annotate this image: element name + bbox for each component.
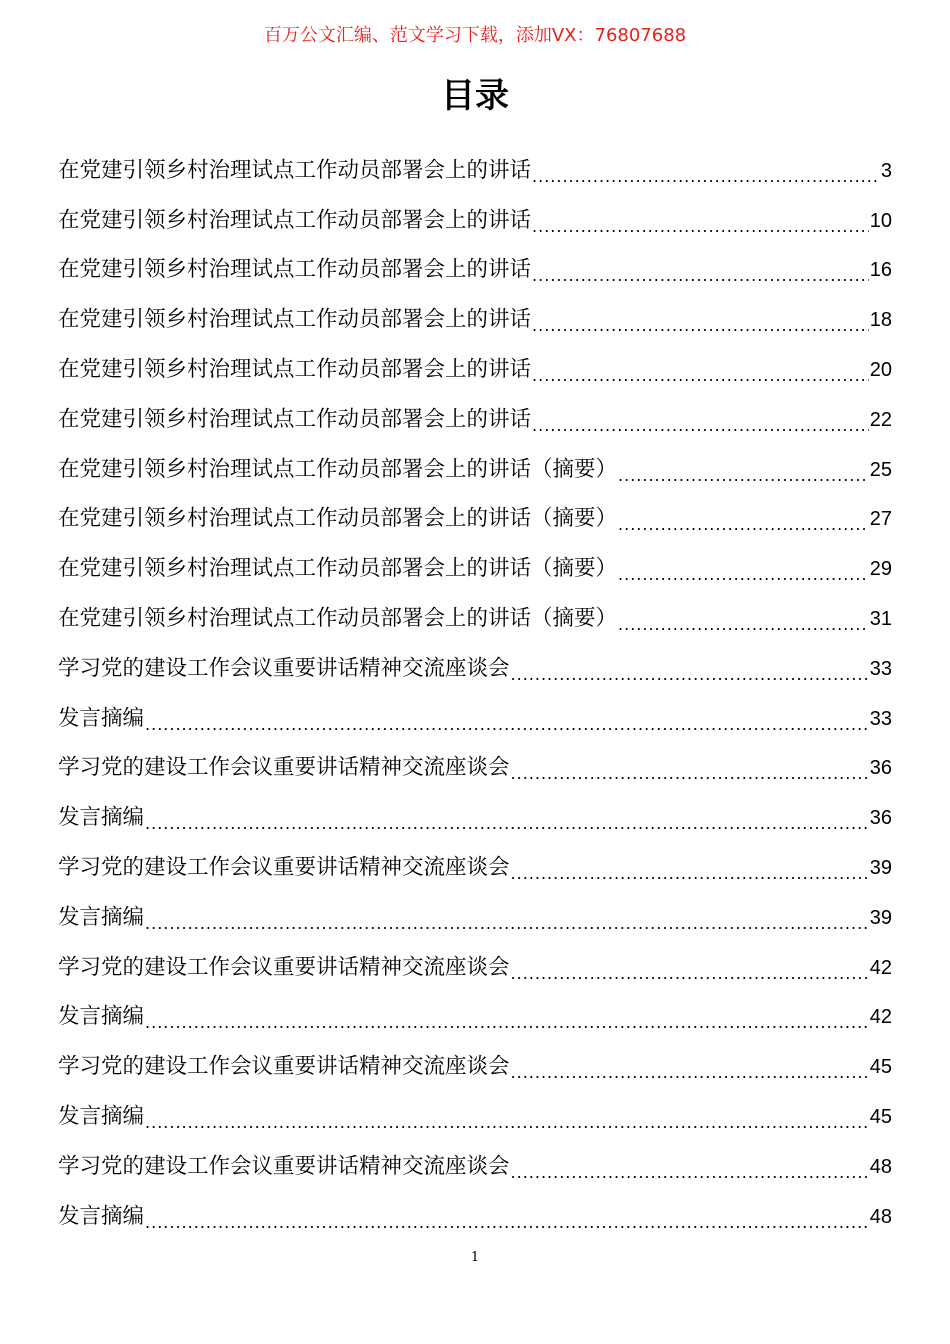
toc-entry-page: 29 xyxy=(869,558,892,581)
dot-leader xyxy=(145,1117,869,1142)
toc-entry-title: 在党建引领乡村治理试点工作动员部署会上的讲话（摘要） xyxy=(58,606,618,632)
dot-leader xyxy=(618,519,869,544)
page-title: 目录 xyxy=(441,76,509,116)
toc-entry-title: 发言摘编 xyxy=(58,1203,145,1229)
toc-entry-title: 在党建引领乡村治理试点工作动员部署会上的讲话 xyxy=(58,207,532,233)
toc-entry-title: 在党建引领乡村治理试点工作动员部署会上的讲话 xyxy=(58,157,532,183)
dot-leader xyxy=(532,420,869,445)
dot-leader xyxy=(532,221,869,246)
toc-entry-page: 48 xyxy=(869,1155,892,1178)
dot-leader xyxy=(511,968,869,993)
toc-entry-title: 在党建引领乡村治理试点工作动员部署会上的讲话 xyxy=(58,406,532,432)
toc-entry-title: 学习党的建设工作会议重要讲话精神交流座谈会 xyxy=(58,855,510,881)
toc-entry-page: 33 xyxy=(869,657,892,680)
toc-entry[interactable] xyxy=(58,793,892,843)
toc-entry-title: 发言摘编 xyxy=(58,904,145,930)
toc-entry[interactable] xyxy=(58,1142,892,1192)
toc-entry[interactable] xyxy=(58,1192,892,1242)
toc-entry[interactable] xyxy=(58,146,892,196)
dot-leader xyxy=(511,868,869,893)
table-of-contents xyxy=(58,146,892,1242)
toc-entry-page: 18 xyxy=(869,309,892,332)
toc-entry[interactable] xyxy=(58,445,892,495)
toc-entry-page: 25 xyxy=(869,458,892,481)
toc-entry-title: 学习党的建设工作会议重要讲话精神交流座谈会 xyxy=(58,1054,510,1080)
toc-entry-title: 在党建引领乡村治理试点工作动员部署会上的讲话 xyxy=(58,257,532,283)
header-note: 百万公文汇编、范文学习下载，添加VX：76807688 xyxy=(263,25,687,46)
toc-entry-page: 36 xyxy=(869,807,892,830)
toc-entry-page: 45 xyxy=(869,1106,892,1129)
dot-leader xyxy=(145,1217,869,1242)
toc-entry-title: 在党建引领乡村治理试点工作动员部署会上的讲话（摘要） xyxy=(58,506,618,532)
toc-entry[interactable] xyxy=(58,843,892,893)
dot-leader xyxy=(511,1167,869,1192)
toc-entry-title: 学习党的建设工作会议重要讲话精神交流座谈会 xyxy=(58,954,510,980)
toc-entry[interactable] xyxy=(58,943,892,993)
toc-entry-title: 发言摘编 xyxy=(58,1104,145,1130)
toc-entry-title: 学习党的建设工作会议重要讲话精神交流座谈会 xyxy=(58,1153,510,1179)
toc-entry-page: 48 xyxy=(869,1205,892,1228)
dot-leader xyxy=(618,619,869,644)
dot-leader xyxy=(145,1017,869,1042)
dot-leader xyxy=(511,669,869,694)
dot-leader xyxy=(532,171,880,196)
toc-entry-title: 在党建引领乡村治理试点工作动员部署会上的讲话 xyxy=(58,307,532,333)
toc-entry-page: 22 xyxy=(869,408,892,431)
page-number: 1 xyxy=(470,1250,480,1265)
toc-entry-title: 学习党的建设工作会议重要讲话精神交流座谈会 xyxy=(58,655,510,681)
toc-entry-page: 16 xyxy=(869,259,892,282)
dot-leader xyxy=(145,918,869,943)
toc-entry[interactable] xyxy=(58,395,892,445)
dot-leader xyxy=(532,320,869,345)
toc-entry-page: 39 xyxy=(869,906,892,929)
dot-leader xyxy=(145,818,869,843)
toc-entry[interactable] xyxy=(58,744,892,794)
dot-leader xyxy=(532,370,869,395)
toc-entry-page: 20 xyxy=(869,359,892,382)
toc-entry-page: 42 xyxy=(869,1006,892,1029)
toc-entry-title: 发言摘编 xyxy=(58,805,145,831)
dot-leader xyxy=(532,270,869,295)
toc-entry[interactable] xyxy=(58,893,892,943)
toc-entry-page: 10 xyxy=(869,209,892,232)
toc-entry[interactable] xyxy=(58,345,892,395)
toc-entry-page: 39 xyxy=(869,857,892,880)
toc-entry-title: 在党建引领乡村治理试点工作动员部署会上的讲话（摘要） xyxy=(58,456,618,482)
toc-entry[interactable] xyxy=(58,495,892,545)
toc-entry[interactable] xyxy=(58,993,892,1043)
toc-entry-title: 学习党的建设工作会议重要讲话精神交流座谈会 xyxy=(58,755,510,781)
toc-entry-page: 31 xyxy=(869,608,892,631)
toc-entry-page: 45 xyxy=(869,1056,892,1079)
dot-leader xyxy=(511,1067,869,1092)
dot-leader xyxy=(618,470,869,495)
toc-entry[interactable] xyxy=(58,295,892,345)
toc-entry-page: 36 xyxy=(869,757,892,780)
toc-entry-title: 在党建引领乡村治理试点工作动员部署会上的讲话（摘要） xyxy=(58,556,618,582)
toc-entry[interactable] xyxy=(58,644,892,694)
dot-leader xyxy=(618,569,869,594)
toc-entry-title: 发言摘编 xyxy=(58,1004,145,1030)
toc-entry[interactable] xyxy=(58,544,892,594)
toc-entry-title: 发言摘编 xyxy=(58,705,145,731)
toc-entry[interactable] xyxy=(58,694,892,744)
toc-entry[interactable] xyxy=(58,594,892,644)
toc-entry-page: 42 xyxy=(869,956,892,979)
toc-entry-page: 33 xyxy=(869,707,892,730)
toc-entry[interactable] xyxy=(58,246,892,296)
toc-entry-title: 在党建引领乡村治理试点工作动员部署会上的讲话 xyxy=(58,357,532,383)
dot-leader xyxy=(511,768,869,793)
toc-entry[interactable] xyxy=(58,1042,892,1092)
toc-entry[interactable] xyxy=(58,196,892,246)
toc-entry-page: 3 xyxy=(880,159,892,182)
toc-entry[interactable] xyxy=(58,1092,892,1142)
toc-entry-page: 27 xyxy=(869,508,892,531)
dot-leader xyxy=(145,719,869,744)
